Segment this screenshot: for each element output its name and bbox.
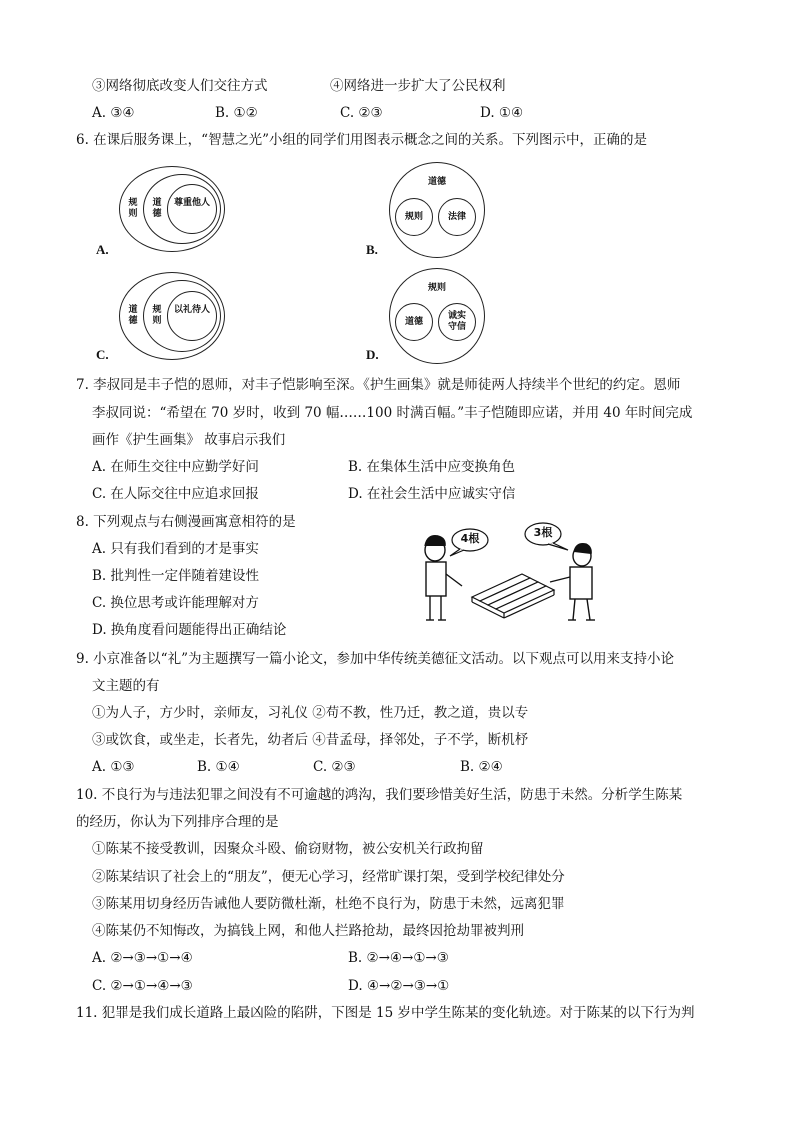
q10-line-2: 的经历，你认为下列排序合理的是	[76, 814, 279, 830]
diagram-b-outer-label: 道德	[427, 177, 446, 187]
q5-option-d: D. ①④	[480, 105, 524, 121]
q10-option-c: C. ②→①→④→③	[92, 978, 193, 994]
q10-line-1: 10. 不良行为与违法犯罪之间没有不可逾越的鸿沟，我们要珍惜美好生活，防患于未然。分析学生陈某	[76, 787, 683, 803]
q7-option-a: A. 在师生交往中应勤学好问	[92, 459, 259, 475]
q5-option-b: B. ①②	[215, 105, 258, 121]
sticks-figure	[472, 574, 554, 618]
q8-option-d: D. 换角度看问题能得出正确结论	[92, 622, 287, 638]
diagram-d-letter: D.	[366, 347, 379, 362]
diagram-b-right-label: 法律	[447, 212, 466, 222]
q8-stem: 8. 下列观点与右侧漫画寓意相符的是	[76, 514, 296, 530]
diagram-d-right-label: 诚实守信	[447, 311, 466, 332]
q9-items-1: ①为人子，方少时，亲师友，习礼仪 ②苟不教，性乃迁，教之道，贵以专	[92, 705, 529, 721]
q9-option-c: C. ②③	[313, 759, 356, 775]
q9-line-2: 文主题的有	[92, 678, 160, 694]
cartoon-illustration	[410, 522, 610, 627]
q6-stem: 6. 在课后服务课上，“智慧之光”小组的同学们用图表示概念之间的关系。下列图示中，正确的是	[76, 132, 647, 148]
q5-option-c: C. ②③	[340, 105, 383, 121]
q9-items-2: ③或饮食，或坐走，长者先，幼者后 ④昔孟母，择邻处，子不学，断机杼	[92, 732, 529, 748]
diagram-c-middle-label: 规则	[152, 305, 162, 326]
diagram-c-inner-label: 以礼待人	[174, 305, 211, 315]
diagram-d-left-label: 道德	[404, 317, 423, 327]
diagram-a-inner-circle	[167, 184, 217, 234]
q10-item-2: ②陈某结识了社会上的“朋友”，便无心学习，经常旷课打架，受到学校纪律处分	[92, 869, 565, 885]
left-bubble-text: 4根	[460, 532, 480, 545]
q9-option-a: A. ①③	[92, 759, 135, 775]
diagram-c-inner-circle	[167, 291, 217, 341]
q9-option-d: B. ②④	[460, 759, 503, 775]
diagram-c-letter: C.	[96, 347, 109, 362]
cartoon-svg	[410, 522, 610, 627]
q7-option-d: D. 在社会生活中应诚实守信	[348, 486, 516, 502]
diagram-d-outer-label: 规则	[427, 283, 446, 293]
q8-option-b: B. 批判性一定伴随着建设性	[92, 568, 260, 584]
q10-option-b: B. ②→④→①→③	[348, 950, 449, 966]
diagram-a-inner-label: 尊重他人	[174, 198, 211, 208]
q7-option-b: B. 在集体生活中应变换角色	[348, 459, 516, 475]
diagram-a-letter: A.	[96, 242, 109, 257]
q7-option-c: C. 在人际交往中应追求回报	[92, 486, 259, 502]
q11-line-1: 11. 犯罪是我们成长道路上最凶险的陷阱，下图是 15 岁中学生陈某的变化轨迹。对于陈某的以下行为判	[76, 1005, 695, 1021]
q10-item-4: ④陈某仍不知悔改，为搞钱上网，和他人拦路抢劫，最终因抢劫罪被判刑	[92, 923, 524, 939]
q5-item-4: ④网络进一步扩大了公民权利	[330, 78, 506, 94]
q5-item-3: ③网络彻底改变人们交往方式	[92, 78, 268, 94]
diagram-b-left-label: 规则	[404, 212, 423, 222]
q7-line-3: 画作《护生画集》 故事启示我们	[92, 432, 286, 448]
q10-option-d: D. ④→②→③→①	[348, 978, 450, 994]
diagram-b-letter: B.	[366, 242, 378, 257]
diagram-a-outer-label: 规则	[128, 198, 138, 219]
q10-item-1: ①陈某不接受教训，因聚众斗殴、偷窃财物，被公安机关行政拘留	[92, 841, 484, 857]
q7-line-1: 7. 李叔同是丰子恺的恩师，对丰子恺影响至深。《护生画集》就是师徒两人持续半个世纪的约定。恩师	[76, 377, 681, 393]
q9-option-b: B. ①④	[197, 759, 240, 775]
right-bubble-text: 3根	[533, 526, 553, 539]
q10-item-3: ③陈某用切身经历告诫他人要防微杜渐，杜绝不良行为，防患于未然，远离犯罪	[92, 896, 565, 912]
right-person-figure	[550, 544, 595, 620]
diagram-c-outer-label: 道德	[128, 305, 138, 326]
q8-option-c: C. 换位思考或许能理解对方	[92, 595, 259, 611]
q10-option-a: A. ②→③→①→④	[92, 950, 193, 966]
left-person-figure	[425, 536, 462, 620]
q9-line-1: 9. 小京准备以“礼”为主题撰写一篇小论文，参加中华传统美德征文活动。以下观点可以用来支持小论	[76, 651, 674, 667]
q5-option-a: A. ③④	[92, 105, 135, 121]
q8-option-a: A. 只有我们看到的才是事实	[92, 541, 259, 557]
q7-line-2: 李叔同说：“希望在 70 岁时，收到 70 幅……100 时满百幅。”丰子恺随即应诺，并用 40 年时间完成	[92, 405, 693, 421]
diagram-a-middle-label: 道德	[152, 198, 162, 219]
